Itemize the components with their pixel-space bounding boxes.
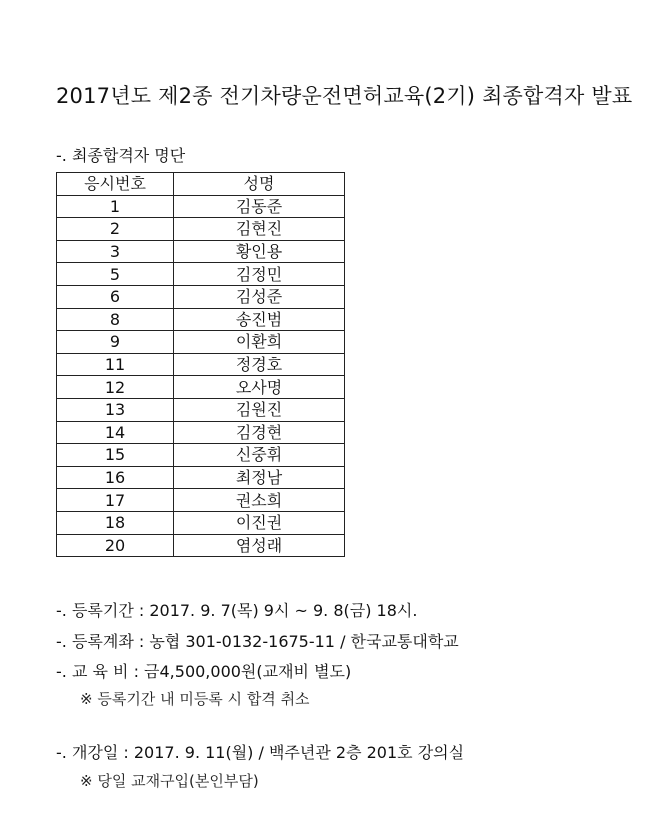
name-cell: 권소희 xyxy=(174,489,345,512)
name-cell: 김정민 xyxy=(174,263,345,286)
page-title: 2017년도 제2종 전기차량운전면허교육(2기) 최종합격자 발표 xyxy=(56,84,633,108)
table-row xyxy=(57,466,345,489)
exam-number-cell: 9 xyxy=(57,331,174,354)
exam-number-cell: 6 xyxy=(57,285,174,308)
registration-account-text: -. 등록계좌 : 농협 301-0132-1675-11 / 한국교통대학교 xyxy=(56,632,459,651)
table-row xyxy=(57,376,345,399)
table-row xyxy=(57,218,345,241)
column-header-name: 성명 xyxy=(174,173,345,196)
table-row xyxy=(57,511,345,534)
exam-number-cell: 8 xyxy=(57,308,174,331)
exam-number-cell: 20 xyxy=(57,534,174,557)
name-cell: 정경호 xyxy=(174,353,345,376)
exam-number-cell: 12 xyxy=(57,376,174,399)
column-header-exam-number: 응시번호 xyxy=(57,173,174,196)
table-row xyxy=(57,353,345,376)
table-row xyxy=(57,263,345,286)
name-cell: 오사명 xyxy=(174,376,345,399)
name-cell: 김원진 xyxy=(174,398,345,421)
name-cell: 신중휘 xyxy=(174,444,345,467)
exam-number-cell: 2 xyxy=(57,218,174,241)
exam-number-cell: 13 xyxy=(57,398,174,421)
name-cell: 김현진 xyxy=(174,218,345,241)
table-row xyxy=(57,195,345,218)
table-row xyxy=(57,308,345,331)
exam-number-cell: 14 xyxy=(57,421,174,444)
name-cell: 김동준 xyxy=(174,195,345,218)
table-row xyxy=(57,534,345,557)
exam-number-cell: 5 xyxy=(57,263,174,286)
opening-day-text: -. 개강일 : 2017. 9. 11(월) / 백주년관 2층 201호 강의실 xyxy=(56,743,465,762)
exam-number-cell: 11 xyxy=(57,353,174,376)
name-cell: 황인용 xyxy=(174,240,345,263)
table-row xyxy=(57,421,345,444)
table-row xyxy=(57,489,345,512)
name-cell: 염성래 xyxy=(174,534,345,557)
exam-number-cell: 3 xyxy=(57,240,174,263)
exam-number-cell: 16 xyxy=(57,466,174,489)
exam-number-cell: 1 xyxy=(57,195,174,218)
table-row xyxy=(57,444,345,467)
opening-note: ※ 당일 교재구입(본인부담) xyxy=(80,772,259,790)
section-heading-final-list: -. 최종합격자 명단 xyxy=(56,146,186,165)
tuition-note: ※ 등록기간 내 미등록 시 합격 취소 xyxy=(80,690,310,708)
exam-number-cell: 15 xyxy=(57,444,174,467)
exam-number-cell: 17 xyxy=(57,489,174,512)
table-row xyxy=(57,331,345,354)
name-cell: 이진권 xyxy=(174,511,345,534)
table-header-row xyxy=(57,173,345,196)
name-cell: 김성준 xyxy=(174,285,345,308)
tuition-text: -. 교 육 비 : 금4,500,000원(교재비 별도) xyxy=(56,662,352,681)
name-cell: 송진범 xyxy=(174,308,345,331)
exam-number-cell: 18 xyxy=(57,511,174,534)
final-pass-table xyxy=(56,172,345,557)
name-cell: 이환희 xyxy=(174,331,345,354)
name-cell: 최정남 xyxy=(174,466,345,489)
table-row xyxy=(57,240,345,263)
table-row xyxy=(57,285,345,308)
table-row xyxy=(57,398,345,421)
registration-period-text: -. 등록기간 : 2017. 9. 7(목) 9시 ~ 9. 8(금) 18시. xyxy=(56,601,418,620)
name-cell: 김경현 xyxy=(174,421,345,444)
